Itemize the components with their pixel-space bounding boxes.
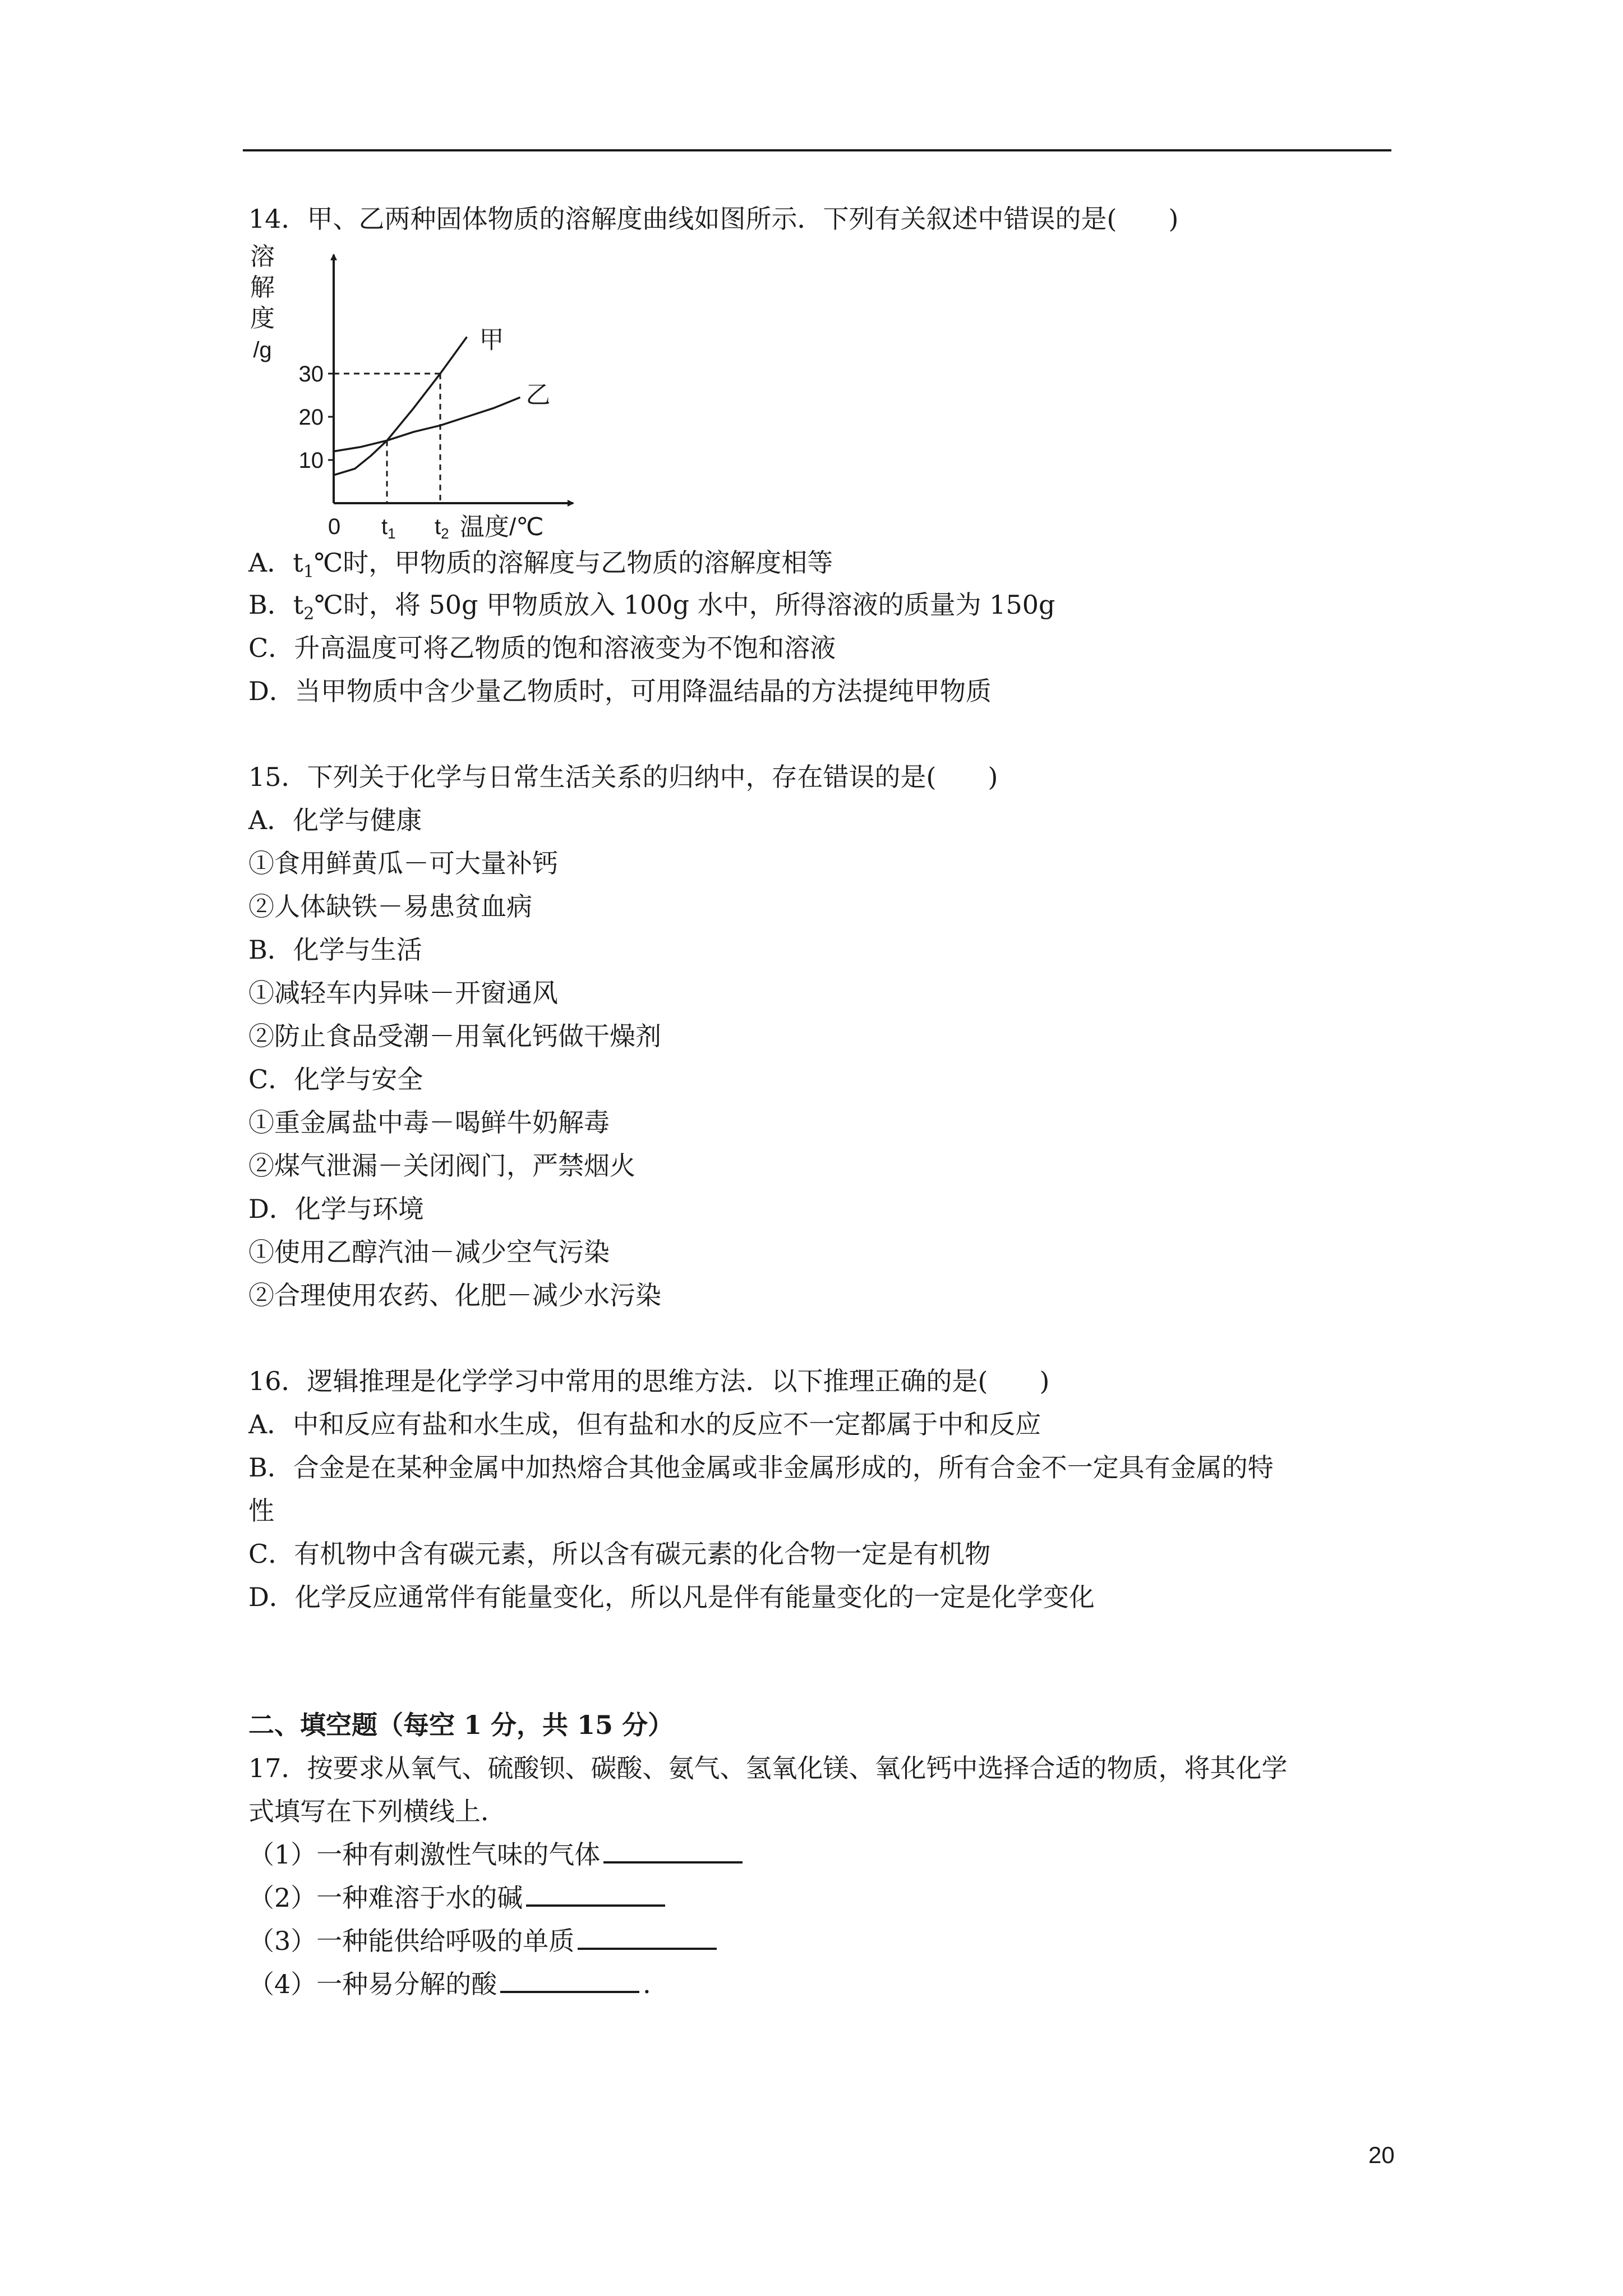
q15-line: ②防止食品受潮－用氧化钙做干燥剂 — [248, 1021, 661, 1051]
y-tick-label: 20 — [298, 405, 324, 430]
series-label: 乙 — [525, 381, 551, 409]
series-line-2 — [334, 397, 520, 451]
y-axis-label-char: 解 — [250, 274, 275, 301]
series-line-1 — [334, 337, 467, 475]
solubility-chart — [241, 242, 589, 545]
q15-line: ①食用鲜黄瓜－可大量补钙 — [248, 848, 558, 878]
x-tick-label: $t_2$ — [435, 514, 449, 542]
q16-line: 性 — [248, 1496, 274, 1526]
y-axis-label-char: 度 — [250, 305, 275, 332]
y-tick-label: 30 — [298, 362, 324, 386]
series-group — [334, 326, 551, 475]
q17-item: （4）一种易分解的酸 ． — [248, 1969, 669, 1999]
q17-item: （3）一种能供给呼吸的单质 — [248, 1925, 717, 1957]
q15-stem: 15．下列关于化学与日常生活关系的归纳中，存在错误的是( ) — [248, 762, 998, 792]
q16-line: B．合金是在某种金属中加热熔合其他金属或非金属形成的，所有合金不一定具有金属的特 — [248, 1452, 1274, 1483]
y-axis-label-char: /g — [253, 338, 272, 362]
q15-line: ②煤气泄漏－关闭阀门，严禁烟火 — [248, 1151, 635, 1181]
q15-line: B．化学与生活 — [248, 935, 422, 965]
q17-stem-line1: 17．按要求从氧气、硫酸钡、碳酸、氨气、氢氧化镁、氧化钙中选择合适的物质，将其化学 — [248, 1753, 1288, 1783]
end-mark: ． — [643, 1969, 669, 1999]
q15-line: ①使用乙醇汽油－减少空气污染 — [248, 1237, 610, 1267]
q17-item: （1）一种有刺激性气味的气体 — [248, 1839, 743, 1870]
q14-option-d: D．当甲物质中含少量乙物质时，可用降温结晶的方法提纯甲物质 — [248, 676, 992, 706]
q14-option-b: B．$t_2℃$时，将 50g 甲物质放入 100g 水中，所得溶液的质量为 150g — [248, 590, 1055, 624]
q15-line: ②人体缺铁－易患贫血病 — [248, 891, 532, 922]
y-axis-label — [250, 243, 275, 362]
q16-line: C．有机物中含有碳元素，所以含有碳元素的化合物一定是有机物 — [248, 1539, 991, 1569]
header-rule — [243, 149, 1391, 151]
x-axis-label: 温度/℃ — [460, 513, 544, 541]
q17-item: （2）一种难溶于水的碱 — [248, 1882, 665, 1913]
y-tick-label: 10 — [298, 448, 324, 473]
q17-stem-line2: 式填写在下列横线上． — [248, 1796, 506, 1826]
q15-line: C．化学与安全 — [248, 1064, 423, 1094]
q16-line: A．中和反应有盐和水生成，但有盐和水的反应不一定都属于中和反应 — [248, 1409, 1041, 1439]
q15-line: ①减轻车内异味－开窗通风 — [248, 978, 558, 1008]
answer-blank[interactable] — [500, 1968, 639, 1993]
page-number: 20 — [1368, 2142, 1395, 2168]
q15-line: ①重金属盐中毒－喝鲜牛奶解毒 — [248, 1107, 610, 1138]
q14-option-a: A．$t_1℃$时，甲物质的溶解度与乙物质的溶解度相等 — [248, 547, 833, 582]
q16-line: D．化学反应通常伴有能量变化，所以凡是伴有能量变化的一定是化学变化 — [248, 1582, 1095, 1612]
q15-line: D．化学与环境 — [248, 1194, 424, 1224]
q14-stem: 14．甲、乙两种固体物质的溶解度曲线如图所示．下列有关叙述中错误的是( ) — [248, 204, 1179, 234]
origin-label: 0 — [328, 514, 341, 539]
q14-option-c: C．升高温度可将乙物质的饱和溶液变为不饱和溶液 — [248, 633, 836, 663]
section-heading: 二、填空题（每空 1 分，共 15 分） — [248, 1710, 674, 1740]
answer-blank[interactable] — [578, 1925, 717, 1950]
answer-blank[interactable] — [603, 1839, 743, 1864]
answer-blank[interactable] — [526, 1882, 665, 1907]
x-tick-label: $t_1$ — [381, 514, 396, 542]
y-axis-label-char: 溶 — [250, 243, 275, 270]
q16-stem: 16．逻辑推理是化学学习中常用的思维方法．以下推理正确的是( ) — [248, 1366, 1050, 1396]
series-label: 甲 — [479, 326, 504, 354]
q15-line: ②合理使用农药、化肥－减少水污染 — [248, 1280, 661, 1310]
q15-line: A．化学与健康 — [248, 805, 422, 835]
